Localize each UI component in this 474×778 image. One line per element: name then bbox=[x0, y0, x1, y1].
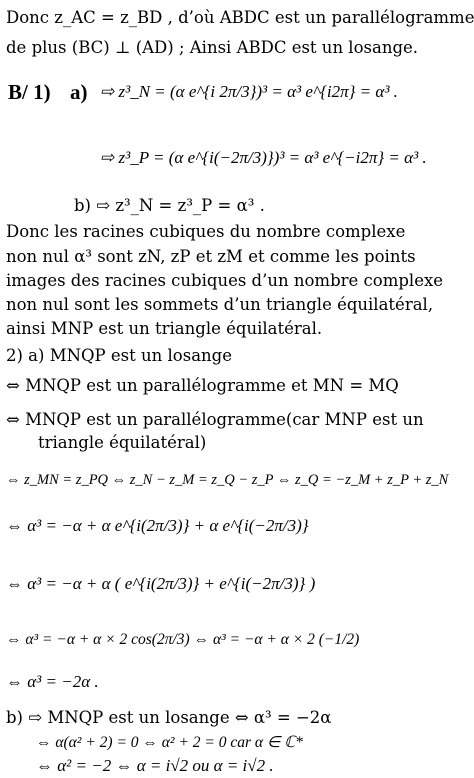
section-b1: B/ 1) bbox=[8, 80, 51, 104]
eq-zP-cube: ⇨ z³_P = (α e^{i(−2π/3)})³ = α³ e^{−i2π} = α³ . bbox=[100, 148, 427, 167]
line-14: triangle équilatéral) bbox=[38, 433, 207, 452]
eq-zN-cube: ⇨ z³_N = (α e^{i 2π/3})³ = α³ e^{i2π} = α³ . bbox=[100, 82, 398, 101]
eq-alpha-cos: ⇔ α³ = −α + α × 2 cos(2π/3) ⇔ α³ = −α + α × 2 (−1/2) bbox=[6, 631, 360, 648]
line-7: non nul α³ sont zN, zP et zM et comme les points bbox=[6, 247, 416, 266]
line-b-losange: b) ⇨ MNQP est un losange ⇔ α³ = −2α bbox=[6, 708, 332, 727]
eq-alpha-sum: ⇔ α³ = −α + α e^{i(2π/3)} + α e^{i(−2π/3)} bbox=[6, 516, 309, 535]
line-13: ⇔ MNQP est un parallélogramme(car MNP est un bbox=[6, 410, 424, 429]
line-11: 2) a) MNQP est un losange bbox=[6, 346, 232, 365]
line-1: Donc z_AC = z_BD , d’où ABDC est un parallélogramme bbox=[6, 8, 474, 27]
line-10: ainsi MNP est un triangle équilatéral. bbox=[6, 319, 323, 338]
item-b-eq: b) ⇨ z³_N = z³_P = α³ . bbox=[74, 196, 265, 215]
eq-solutions: ⇔ α² = −2 ⇔ α = i√2 ou α = i√2 . bbox=[36, 756, 274, 775]
line-2: de plus (BC) ⊥ (AD) ; Ainsi ABDC est un losange. bbox=[6, 38, 419, 57]
eq-alpha-result: ⇔ α³ = −2α . bbox=[6, 672, 99, 691]
line-6: Donc les racines cubiques du nombre complexe bbox=[6, 222, 406, 241]
item-a-label: a) bbox=[70, 80, 88, 104]
line-8: images des racines cubiques d’un nombre complexe bbox=[6, 271, 444, 290]
line-9: non nul sont les sommets d’un triangle équilatéral, bbox=[6, 295, 434, 314]
eq-vectors: ⇔ z_MN = z_PQ ⇔ z_N − z_M = z_Q − z_P ⇔ z_Q = −z_M + z_P + z_N bbox=[6, 472, 449, 488]
eq-factor-zero: ⇔ α(α² + 2) = 0 ⇔ α² + 2 = 0 car α ∈ ℂ* bbox=[36, 734, 303, 751]
eq-alpha-factor: ⇔ α³ = −α + α ( e^{i(2π/3)} + e^{i(−2π/3)} ) bbox=[6, 574, 316, 593]
line-12: ⇔ MNQP est un parallélogramme et MN = MQ bbox=[6, 376, 399, 395]
